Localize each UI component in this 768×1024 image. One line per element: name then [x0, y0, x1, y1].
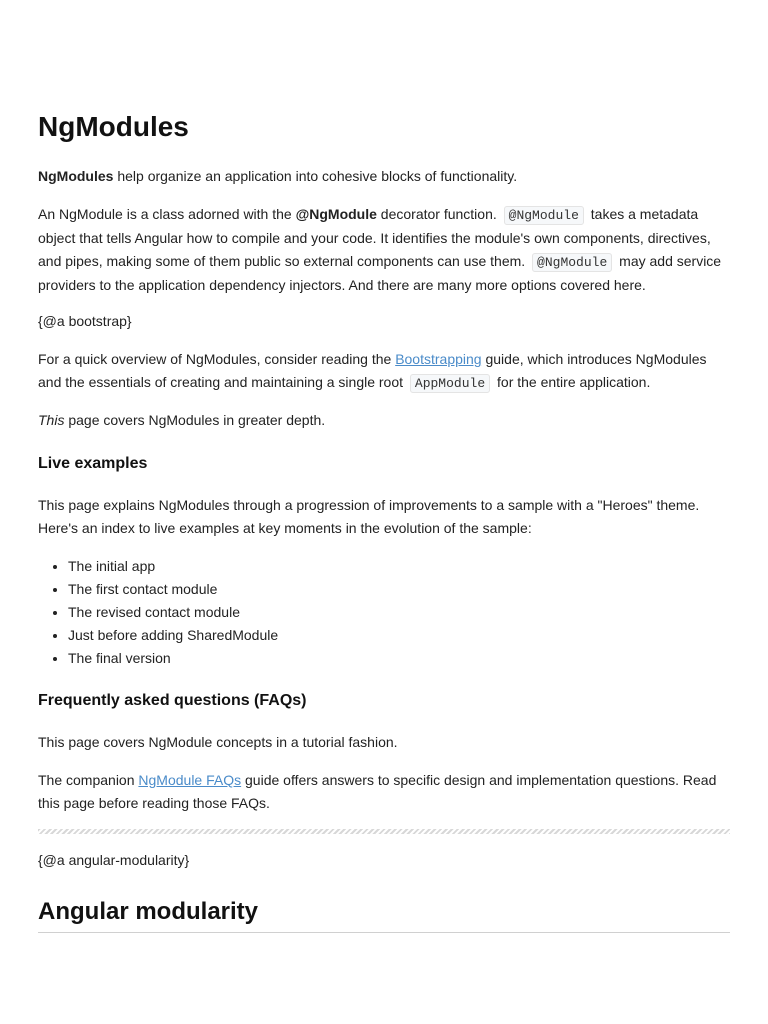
ngmodule-description-paragraph [38, 203, 730, 297]
p8-text-1: The companion [38, 772, 139, 788]
list-item: • The initial app [68, 555, 730, 578]
p8-text-2: guide offers answers to specific design and implementation questions. Read this page before reading those FAQs. [38, 772, 717, 811]
p2-text-1: An NgModule is a class adorned with the [38, 206, 296, 222]
horizontal-rule [38, 829, 730, 834]
depth-paragraph [38, 409, 325, 432]
live-examples-list [38, 555, 730, 670]
bootstrapping-link[interactable]: Bootstrapping [395, 351, 482, 367]
p4-text-3: for the entire application. [493, 374, 651, 390]
list-item: • Just before adding SharedModule [68, 624, 730, 647]
p5-text: page covers NgModules in greater depth. [64, 412, 326, 428]
faq-heading: Frequently asked questions (FAQs) [38, 692, 307, 709]
p4-code-appmodule: AppModule [410, 374, 490, 393]
p4-text-1: For a quick overview of NgModules, consider reading the [38, 351, 396, 367]
live-examples-paragraph: This page explains NgModules through a progression of improvements to a sample with a "Heroes" theme. Here's an index to live examples at key moments in the evolution of the sample: [38, 497, 700, 536]
section-title-angular-modularity: Angular modularity [38, 897, 730, 933]
p2-text-3: takes a metadata object that tells Angular how to compile and your code. It identifies the module's own components, directives, and pipes, making some of them public so external components can use them. [38, 206, 711, 269]
live-examples-heading: Live examples [38, 455, 148, 472]
faq-paragraph-2 [38, 769, 730, 815]
p2-text-2: decorator function. [376, 206, 501, 222]
intro-text: help organize an application into cohesive blocks of functionality. [113, 168, 518, 184]
intro-bold-term: NgModules [38, 168, 114, 184]
page-title: NgModules [38, 111, 189, 142]
p2-code-ngmodule-1: @NgModule [504, 206, 584, 225]
p5-emphasis: This [38, 412, 65, 428]
p2-code-ngmodule-2: @NgModule [532, 253, 612, 272]
intro-paragraph [38, 165, 730, 188]
live-examples-list-wrapper [38, 555, 730, 670]
ngmodule-faqs-link[interactable]: NgModule FAQs [138, 772, 242, 788]
p2-bold-decorator: @NgModule [295, 206, 377, 222]
bootstrap-anchor-text: {@a bootstrap} [38, 313, 132, 329]
list-item: • The final version [68, 647, 730, 670]
faq-paragraph-1: This page covers NgModule concepts in a tutorial fashion. [38, 734, 398, 750]
p2-text-4: may add service providers to the application dependency injectors. And there are many more options covered here. [38, 253, 722, 293]
modularity-anchor-text: {@a angular-modularity} [38, 852, 190, 868]
list-item: • The revised contact module [68, 601, 730, 624]
overview-paragraph [38, 348, 730, 395]
list-item: • The first contact module [68, 578, 730, 601]
p4-text-2: guide, which introduces NgModules and the essentials of creating and maintaining a single root [38, 351, 707, 390]
